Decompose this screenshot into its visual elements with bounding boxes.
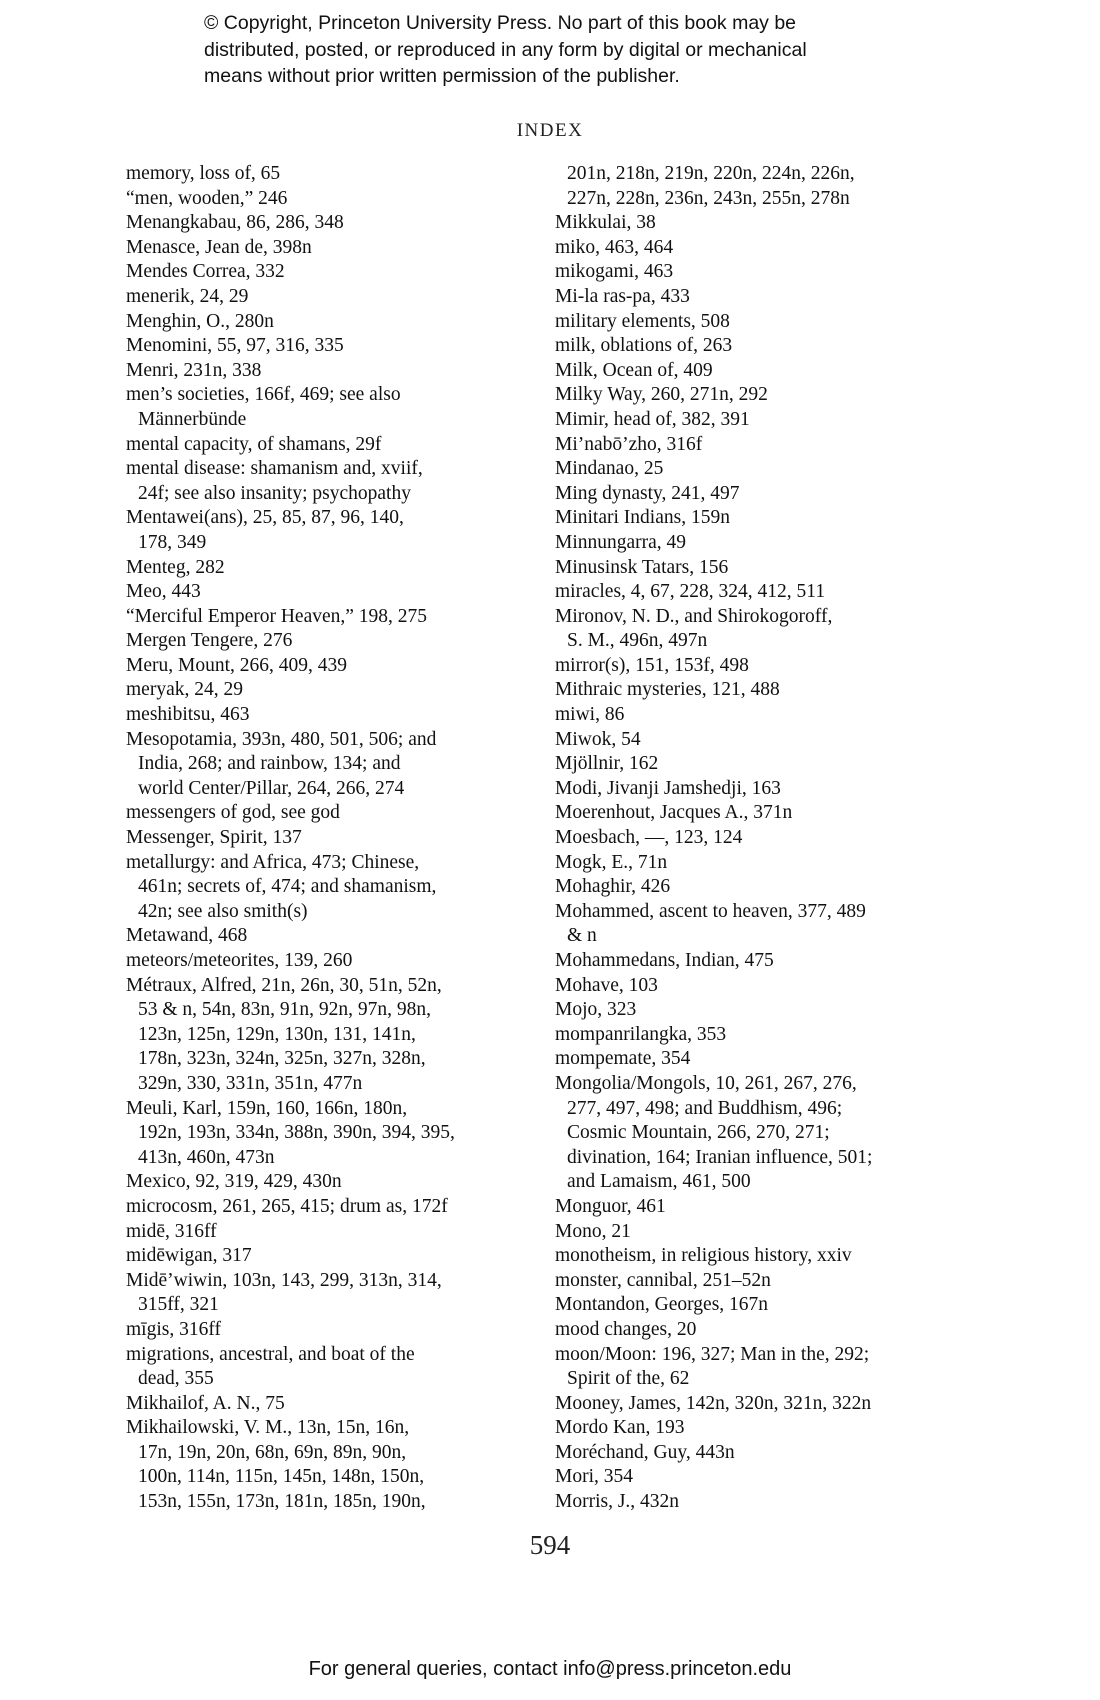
index-entry-line: mompemate, 354	[555, 1048, 691, 1070]
page-number: 594	[529, 1530, 571, 1560]
index-entry-line: Miwok, 54	[555, 728, 641, 750]
index-entry-line: miracles, 4, 67, 228, 324, 412, 511	[555, 581, 826, 603]
index-entry-line: Modi, Jivanji Jamshedji, 163	[555, 777, 781, 799]
index-entry-line: 42n; see also smith(s)	[138, 900, 308, 922]
index-entry-line: Mohammedans, Indian, 475	[555, 950, 774, 971]
index-entry-line: Mogk, E., 71n	[555, 851, 668, 873]
index-entry-line: monotheism, in religious history, xxiv	[555, 1245, 852, 1267]
index-entry-line: 24f; see also insanity; psychopathy	[138, 482, 411, 504]
index-entry-line: 153n, 155n, 173n, 181n, 185n, 190n,	[138, 1491, 426, 1513]
index-entry-line: moon/Moon: 196, 327; Man in the, 292;	[555, 1343, 870, 1365]
index-entry-line: Minitari Indians, 159n	[555, 507, 730, 529]
index-entry-line: Mordo Kan, 193	[555, 1417, 685, 1439]
index-entry-line: 315ff, 321	[138, 1294, 219, 1316]
index-entry-line: Mohave, 103	[555, 974, 658, 996]
index-entry-line: Mironov, N. D., and Shirokogoroff,	[555, 605, 833, 627]
index-entry-line: Menri, 231n, 338	[126, 359, 262, 381]
index-entry-line: midēwigan, 317	[126, 1245, 252, 1267]
index-entry-line: Milky Way, 260, 271n, 292	[555, 384, 768, 406]
index-entry-line: midē, 316ff	[126, 1220, 217, 1242]
index-entry-line: Mendes Correa, 332	[126, 261, 285, 283]
index-entry-line: Mi’nabō’zho, 316f	[555, 433, 703, 455]
index-entry-line: Menangkabau, 86, 286, 348	[126, 212, 344, 234]
index-column-right	[555, 162, 975, 1515]
index-entry-line: Männerbünde	[138, 408, 247, 430]
index-entry-line: divination, 164; Iranian influence, 501;	[567, 1146, 873, 1168]
index-entry-line: “Merciful Emperor Heaven,” 198, 275	[126, 605, 428, 627]
copyright-notice: © Copyright, Princeton University Press. No part of this book may be distributed, posted, or reproduced in any form by digital or mechanical means without prior written permission of the publisher.	[204, 12, 807, 87]
index-entry-line: Mohaghir, 426	[555, 876, 671, 898]
index-entry-line: Mimir, head of, 382, 391	[555, 408, 750, 430]
index-entry-line: miwi, 86	[555, 704, 625, 726]
index-entry-line: Moréchand, Guy, 443n	[555, 1441, 735, 1463]
index-entry-line: Mithraic mysteries, 121, 488	[555, 679, 780, 701]
index-entry-line: memory, loss of, 65	[126, 163, 281, 184]
index-entry-line: Meuli, Karl, 159n, 160, 166n, 180n,	[126, 1097, 408, 1119]
index-entry-line: 178n, 323n, 324n, 325n, 327n, 328n,	[138, 1048, 426, 1070]
index-entry-line: 413n, 460n, 473n	[138, 1146, 275, 1168]
index-entry-line: menerik, 24, 29	[126, 285, 249, 307]
index-entry-line: Messenger, Spirit, 137	[126, 827, 302, 849]
index-entry-line: Mjöllnir, 162	[555, 753, 659, 775]
index-entry-line: Minusinsk Tatars, 156	[555, 556, 729, 578]
index-entry-line: metallurgy: and Africa, 473; Chinese,	[126, 851, 420, 873]
index-entry-line: Mohammed, ascent to heaven, 377, 489	[555, 900, 866, 922]
index-entry-line: mood changes, 20	[555, 1318, 697, 1340]
index-entry-line: 461n; secrets of, 474; and shamanism,	[138, 876, 437, 898]
index-entry-line: 201n, 218n, 219n, 220n, 224n, 226n,	[567, 163, 855, 184]
index-entry-line: Mikkulai, 38	[555, 212, 656, 234]
running-head: INDEX	[516, 120, 584, 141]
index-entry-line: 17n, 19n, 20n, 68n, 69n, 89n, 90n,	[138, 1441, 407, 1463]
footer-contact: For general queries, contact info@press.princeton.edu	[308, 1658, 792, 1680]
index-entry-line: Mojo, 323	[555, 999, 637, 1021]
index-entry-line: Cosmic Mountain, 266, 270, 271;	[567, 1122, 830, 1144]
index-entry-line: 277, 497, 498; and Buddhism, 496;	[567, 1097, 843, 1119]
index-entry-line: Mikhailof, A. N., 75	[126, 1392, 285, 1414]
index-entry-line: 100n, 114n, 115n, 145n, 148n, 150n,	[138, 1466, 425, 1488]
index-entry-line: 178, 349	[138, 531, 207, 553]
index-entry-line: Metawand, 468	[126, 925, 248, 947]
index-entry-line: 192n, 193n, 334n, 388n, 390n, 394, 395,	[138, 1122, 455, 1144]
index-entry-line: military elements, 508	[555, 310, 730, 332]
index-entry-line: 123n, 125n, 129n, 130n, 131, 141n,	[138, 1023, 416, 1045]
index-entry-line: 227n, 228n, 236n, 243n, 255n, 278n	[567, 187, 850, 209]
index-entry-line: mīgis, 316ff	[126, 1318, 221, 1340]
index-entry-line: Mi-la ras-pa, 433	[555, 285, 690, 307]
index-entry-line: Mentawei(ans), 25, 85, 87, 96, 140,	[126, 507, 404, 529]
index-entry-line: Mergen Tengere, 276	[126, 630, 293, 652]
index-entry-line: Mongolia/Mongols, 10, 261, 267, 276,	[555, 1072, 857, 1094]
index-entry-line: meteors/meteorites, 139, 260	[126, 950, 353, 971]
index-entry-line: Minnungarra, 49	[555, 531, 687, 553]
index-entry-line: Moesbach, —, 123, 124	[555, 827, 743, 849]
index-entry-line: & n	[567, 925, 597, 947]
index-entry-line: Menomini, 55, 97, 316, 335	[126, 335, 344, 357]
index-entry-line: mikogami, 463	[555, 261, 674, 283]
index-entry-line: messengers of god, see god	[126, 802, 340, 824]
index-entry-line: Mexico, 92, 319, 429, 430n	[126, 1171, 342, 1193]
index-entry-line: Spirit of the, 62	[567, 1368, 690, 1390]
index-entry-line: Meo, 443	[126, 581, 201, 603]
index-entry-line: Mindanao, 25	[555, 458, 664, 480]
index-entry-line: Moerenhout, Jacques A., 371n	[555, 802, 793, 824]
index-entry-line: 53 & n, 54n, 83n, 91n, 92n, 97n, 98n,	[138, 999, 432, 1021]
index-entry-line: Menghin, O., 280n	[126, 310, 274, 332]
index-column-left	[126, 162, 546, 1515]
index-entry-line: mental disease: shamanism and, xviif,	[126, 458, 423, 480]
index-entry-line: and Lamaism, 461, 500	[567, 1171, 751, 1193]
index-entry-line: meryak, 24, 29	[126, 679, 243, 701]
index-entry-line: Meru, Mount, 266, 409, 439	[126, 654, 347, 676]
index-entry-line: Menasce, Jean de, 398n	[126, 236, 312, 258]
index-entry-line: Mooney, James, 142n, 320n, 321n, 322n	[555, 1392, 872, 1414]
index-entry-line: milk, oblations of, 263	[555, 335, 733, 357]
index-entry-line: microcosm, 261, 265, 415; drum as, 172f	[126, 1195, 448, 1217]
index-entry-line: men’s societies, 166f, 469; see also	[126, 384, 401, 406]
index-entry-line: Morris, J., 432n	[555, 1491, 680, 1513]
index-entry-line: Montandon, Georges, 167n	[555, 1294, 769, 1316]
index-entry-line: Mori, 354	[555, 1466, 633, 1488]
index-entry-line: meshibitsu, 463	[126, 704, 250, 726]
index-entry-line: monster, cannibal, 251–52n	[555, 1269, 771, 1291]
index-entry-line: mirror(s), 151, 153f, 498	[555, 654, 749, 676]
index-entry-line: dead, 355	[138, 1368, 214, 1390]
index-entry-line: India, 268; and rainbow, 134; and	[138, 753, 401, 775]
index-entry-line: Milk, Ocean of, 409	[555, 359, 713, 381]
index-entry-line: “men, wooden,” 246	[126, 187, 288, 209]
index-entry-line: Mikhailowski, V. M., 13n, 15n, 16n,	[126, 1417, 410, 1439]
index-entry-line: S. M., 496n, 497n	[567, 630, 708, 652]
index-entry-line: world Center/Pillar, 264, 266, 274	[138, 777, 405, 799]
index-entry-line: Mesopotamia, 393n, 480, 501, 506; and	[126, 728, 437, 750]
index-entry-line: 329n, 330, 331n, 351n, 477n	[138, 1072, 363, 1094]
index-entry-line: Midē’wiwin, 103n, 143, 299, 313n, 314,	[126, 1269, 442, 1291]
index-entry-line: Monguor, 461	[555, 1195, 666, 1217]
index-entry-line: miko, 463, 464	[555, 236, 674, 258]
index-entry-line: Menteg, 282	[126, 556, 225, 578]
index-entry-line: Métraux, Alfred, 21n, 26n, 30, 51n, 52n,	[126, 974, 442, 996]
index-entry-line: mental capacity, of shamans, 29f	[126, 433, 382, 455]
index-entry-line: Mono, 21	[555, 1220, 631, 1242]
index-entry-line: mompanrilangka, 353	[555, 1023, 727, 1045]
index-entry-line: migrations, ancestral, and boat of the	[126, 1343, 415, 1365]
index-entry-line: Ming dynasty, 241, 497	[555, 482, 740, 504]
